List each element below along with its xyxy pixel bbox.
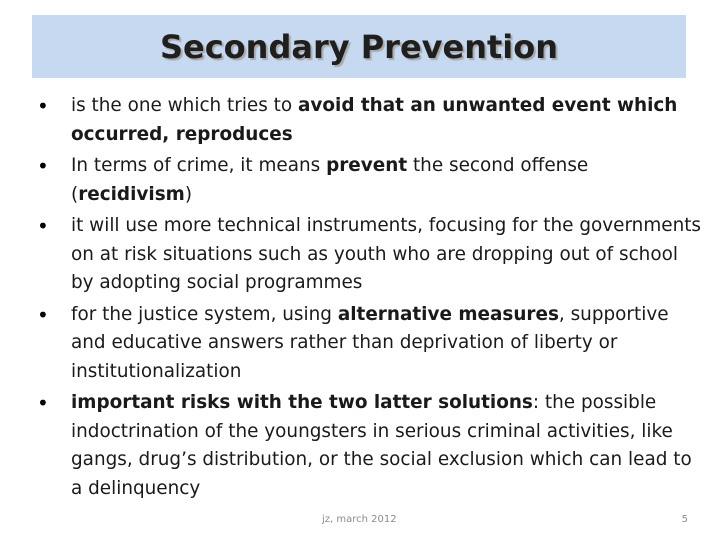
text-segment: for the justice system, using <box>71 303 338 325</box>
bullet-dot-icon: • <box>37 302 49 327</box>
bullet-dot-icon: • <box>37 154 49 178</box>
text-segment: it will use more technical instruments, focusing for the governments on at risk situations such as youth who are dropping out of school by adopting social programmes <box>71 215 702 293</box>
page-number: 5 <box>681 514 688 525</box>
bullet-text <box>71 212 702 298</box>
bullet-text <box>71 301 702 387</box>
bullet-item <box>37 92 702 149</box>
bullet-item <box>37 152 702 209</box>
bullet-text <box>71 389 702 503</box>
bullet-item <box>37 212 702 298</box>
text-segment: the second offense ( <box>71 155 589 205</box>
bold-segment: alternative measures <box>337 303 559 325</box>
title-bar <box>32 15 686 78</box>
bold-segment: avoid that an unwanted event which occurred, reproduces <box>71 95 678 145</box>
bullet-item <box>37 389 702 503</box>
text-segment: : the possible indoctrination of the youngsters in serious criminal activities, like gangs, drug’s distribution, or the social exclusion which can lead to a delinquency <box>71 392 692 499</box>
bullet-text <box>71 152 702 209</box>
bullet-dot-icon: • <box>37 391 49 415</box>
text-segment: is the one which tries to <box>71 95 298 116</box>
bullet-dot-icon: • <box>37 94 49 118</box>
bullet-dot-icon: • <box>37 214 49 238</box>
bold-segment: recidivism <box>78 183 185 205</box>
bullet-list <box>37 92 702 506</box>
bold-segment: important risks with the two latter solutions <box>71 392 533 413</box>
text-segment: In terms of crime, it means <box>71 155 327 176</box>
bold-segment: prevent <box>326 155 408 176</box>
text-segment: , supportive and educative answers rather than deprivation of liberty or institutionalization <box>71 303 669 382</box>
bullet-text <box>71 92 702 149</box>
footer-author-date: jz, march 2012 <box>322 514 397 525</box>
text-segment: ) <box>184 183 192 205</box>
slide-title: Secondary Prevention <box>159 27 559 66</box>
bullet-item <box>37 301 702 387</box>
